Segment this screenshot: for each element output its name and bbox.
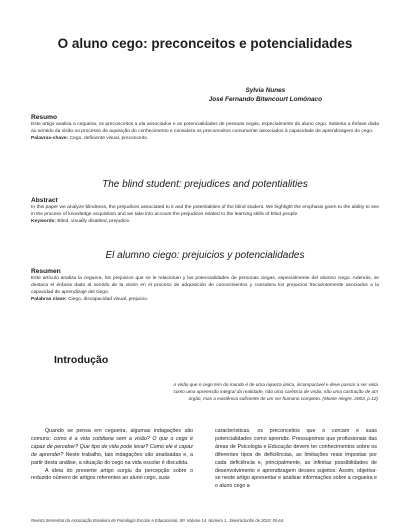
resumen-heading: Resumen [31,268,61,275]
resumo-body: Este artigo analisa a cegueira, os preconceitos a ela associados e as potencialidades de pessoas cegas, especialmente do aluno cego. Salienta a ênfase dada ao sentido da visão no processo de aquisição do conhecimento e considera os preconceitos comumente associados à capacidade de aprendizagem do cego. [31,122,379,135]
resumo-keywords [31,135,379,142]
author-name: Sylvia Nunes [245,87,286,94]
abstract-heading: Abstract [31,197,58,204]
paragraph: A ideia do presente artigo surgiu da percepção sobre o reduzido número de artigos referentes ao aluno cego, suas [31,467,193,482]
keywords-text: Blind, visually disabled, prejudice. [57,219,131,225]
intro-heading: Introdução [54,354,109,366]
abstract-keywords [31,218,379,225]
keywords-label: Palabras clave: [31,297,67,303]
paragraph: características, os preconceitos que o cercam e suas potencialidades como aprendiz. Pressupomos que profissionais das áreas de Psicologia e Educação devem ter conhecimentos sobre os diferentes tipos de deficiências, as limitações reais impostas por cada deficiência e, principalmente, as infinitas possibilidades de desenvolvimento e aprendizagem desses sujeitos. Assim, objetiva-se neste artigo apresentar e analisar informações sobre a cegueira e o aluno cego a [215,428,377,490]
resumen-keywords [31,296,379,303]
keywords-label: Palavras-chave: [31,136,69,142]
paragraph [31,428,193,468]
keywords-text: Ciego, discapacidad visual, prejuicio. [67,297,149,303]
resumen-body: Este artículo analiza la ceguera, los prejuicios que se le relacionan y las potencialidades de personas ciegas, especialmente del alumno ciego. Además, se destaca el énfasis dado al sentido de la visión en el proceso de adquisición de conocimientos y considera los prejuicios frecuentemente asociados a la capacidad de aprendizaje del ciego. [31,276,379,296]
resumen-section [31,268,379,303]
keywords-label: Keywords: [31,219,57,225]
english-title: The blind student: prejudices and potentialities [102,179,308,190]
spanish-title: El alumno ciego: prejuicios y potencialidades [105,250,305,261]
article-title: O aluno cego: preconceitos e potencialidades [57,36,353,51]
author-block [209,86,322,104]
paragraph-text: Neste trabalho, tais indagações são analisadas e, a partir desta análise, a situação do cego na vida escolar é discutida. [31,451,193,466]
abstract-body: In this paper we analyze blindness, the prejudices associated to it and the potentialities of the blind student. We highlight the emphasis given to the ability to see in the process of knowledge acquisition and we take into account the prejudices related to the learning skills of blind people. [31,205,379,218]
paragraph-text: Quando se pensa em cegueira, algumas indagações são comuns: [31,428,193,442]
epigraph: A visão que o cego tem do mundo é de uma riqueza única, incomparável e deve passar a ser vista como uma apreensão integral da realidade, não uma carência de visão, não uma castração de um órgão, mas a existência suficiente de um ser humano completo. (Monte Alegre, 2003, p.12) [173,382,378,401]
paragraph-questions: como é a vida cotidiana sem a visão? O que o cego é capaz de perceber? Que tipo de vida pode levar? Como ele é capaz de aprender? [31,435,193,458]
keywords-text: Cego, deficiente visual, preconceito. [69,136,149,142]
column-left [31,428,193,483]
journal-footer: Revista Semestral da Associação Brasileira de Psicologia Escolar e Educacional, SP. Volume 14, Número 1, Janeiro/Junho de 2010: 55-64. [31,518,285,523]
resumo-heading: Resumo [31,114,58,121]
abstract-section [31,197,379,225]
column-right [215,428,377,491]
resumo-section [31,114,379,142]
author-name: José Fernando Bitencourt Lomônaco [208,96,322,103]
